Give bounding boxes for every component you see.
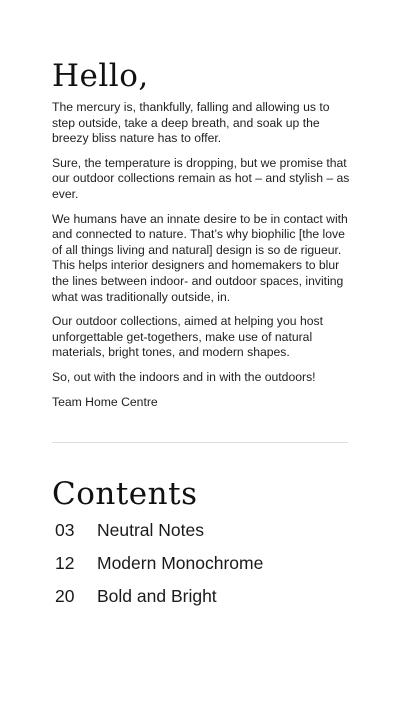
contents-page-number: 03 <box>55 520 75 540</box>
contents-heading: Contents <box>52 476 198 512</box>
contents-list <box>52 520 350 619</box>
contents-item-bold-and-bright[interactable] <box>52 586 350 619</box>
intro-paragraph: So, out with the indoors and in with the outdoors! <box>52 369 316 384</box>
intro-paragraph: We humans have an innate desire to be in contact with and connected to nature. That’s why biophilic [the love of all things living and natural] design is so de rigueur. This helps interior designers and homemakers to blur the lines between indoor- and outdoor spaces, inviting what was traditionally outside, in. <box>52 211 348 304</box>
intro-paragraph: Our outdoor collections, aimed at helping you host unforgettable get-togethers, make use of natural materials, bright tones, and modern shapes. <box>52 314 323 360</box>
contents-item-label: Bold and Bright <box>97 586 217 606</box>
contents-item-neutral-notes[interactable] <box>52 520 350 553</box>
contents-section <box>52 476 350 619</box>
section-divider <box>52 442 348 443</box>
contents-item-label: Modern Monochrome <box>97 553 264 573</box>
contents-item-modern-monochrome[interactable] <box>52 553 350 586</box>
contents-item-label: Neutral Notes <box>97 520 204 540</box>
contents-page-number: 20 <box>55 586 75 606</box>
intro-paragraph: Sure, the temperature is dropping, but we promise that our outdoor collections remain as hot – and stylish – as ever. <box>52 155 350 201</box>
greeting-heading: Hello, <box>52 58 149 94</box>
contents-page-number: 12 <box>55 553 75 573</box>
intro-section <box>52 58 350 410</box>
signoff-text: Team Home Centre <box>52 394 158 409</box>
intro-paragraph: The mercury is, thankfully, falling and allowing us to step outside, take a deep breath, and soak up the breezy bliss nature has to offer. <box>52 100 330 146</box>
